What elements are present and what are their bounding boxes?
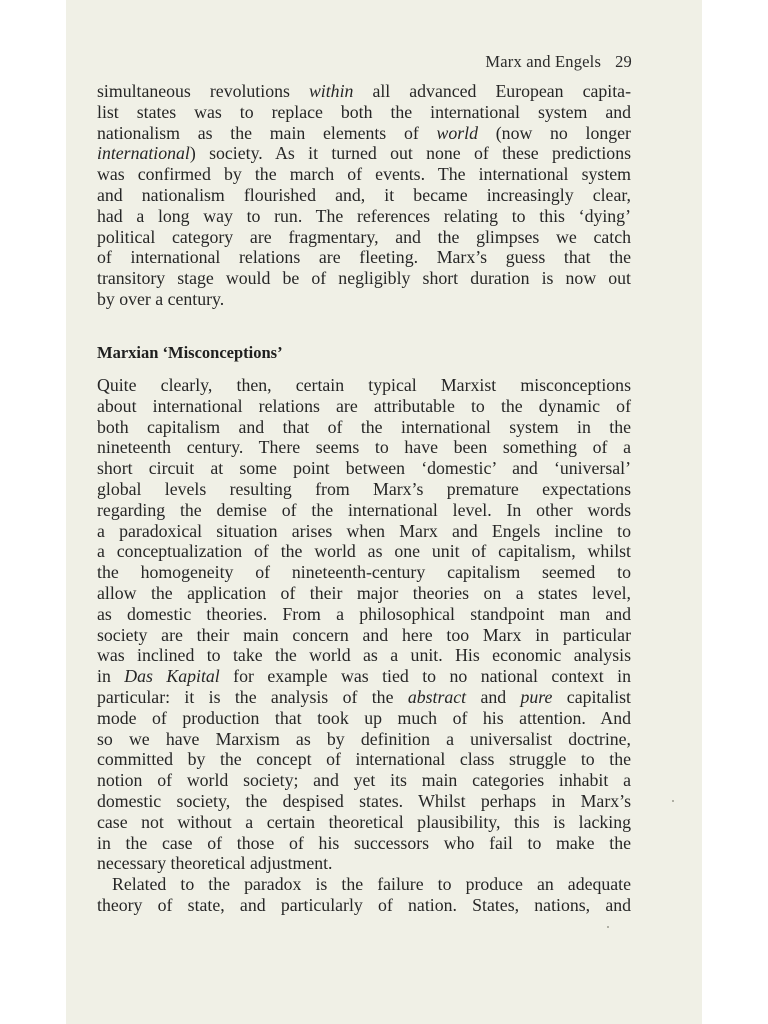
text-line: regarding the demise of the international level. In other words — [97, 499, 631, 520]
text-line: in Das Kapital for example was tied to no national context in — [97, 666, 632, 687]
paragraph-misconceptions — [97, 375, 631, 916]
text-line: global levels resulting from Marx’s premature expectations — [97, 478, 631, 499]
text-line: by over a century. — [97, 288, 225, 309]
text-line: a conceptualization of the world as one unit of capitalism, whilst — [97, 541, 631, 562]
text-line: necessary theoretical adjustment. — [97, 853, 333, 874]
text-line: as domestic theories. From a philosophical standpoint man and — [97, 603, 631, 624]
text-line: notion of world society; and yet its main categories inhabit a — [97, 770, 631, 791]
text-line: case not without a certain theoretical plausibility, this is lacking — [97, 811, 631, 832]
section-heading: Marxian ‘Misconceptions’ — [97, 343, 283, 362]
text-line: about international relations are attributable to the dynamic of — [97, 395, 631, 416]
running-header — [485, 52, 632, 72]
text-line: list states was to replace both the international system and — [97, 101, 631, 122]
text-line: in the case of those of his successors who fail to make the — [97, 832, 631, 853]
text-line: so we have Marxism as by definition a universalist doctrine, — [97, 728, 631, 749]
text-line: domestic society, the despised states. Whilst perhaps in Marx’s — [97, 790, 631, 811]
text-line: both capitalism and that of the international system in the — [97, 416, 631, 437]
running-title: Marx and Engels — [485, 52, 602, 71]
text-line: theory of state, and particularly of nation. States, nations, and — [97, 894, 631, 915]
text-line: nationalism as the main elements of world (now no longer — [97, 122, 631, 143]
text-line: allow the application of their major theories on a states level, — [97, 582, 631, 603]
text-line: Related to the paradox is the failure to produce an adequate — [112, 874, 631, 895]
text-line: mode of production that took up much of his attention. And — [97, 707, 631, 728]
text-line: had a long way to run. The references relating to this ‘dying’ — [97, 205, 631, 226]
page-number: 29 — [615, 52, 632, 71]
text-line: particular: it is the analysis of the abstract and pure capitalist — [97, 686, 631, 707]
text-line: the homogeneity of nineteenth-century capitalism seemed to — [97, 562, 631, 583]
text-line: committed by the concept of international class struggle to the — [97, 749, 631, 770]
text-line: Quite clearly, then, certain typical Marxist misconceptions — [97, 375, 631, 395]
text-line: international) society. As it turned out none of these predictions — [97, 143, 631, 164]
book-page — [66, 0, 702, 1024]
text-line: society are their main concern and here too Marx in particular — [97, 624, 631, 645]
text-line: transitory stage would be of negligibly short duration is now out — [97, 268, 631, 289]
scan-speck — [607, 926, 609, 928]
text-line: nineteenth century. There seems to have been something of a — [97, 437, 631, 458]
text-line: of international relations are fleeting. Marx’s guess that the — [97, 247, 631, 268]
text-line: was confirmed by the march of events. The international system — [97, 164, 631, 185]
text-line: political category are fragmentary, and the glimpses we catch — [97, 226, 631, 247]
text-line: short circuit at some point between ‘domestic’ and ‘universal’ — [97, 458, 631, 479]
text-line: and nationalism flourished and, it became increasingly clear, — [97, 184, 631, 205]
text-line: was inclined to take the world as a unit. His economic analysis — [97, 645, 631, 666]
scan-speck — [672, 800, 674, 802]
text-line: simultaneous revolutions within all advanced European capita- — [97, 81, 631, 101]
paragraph-intro — [97, 81, 631, 310]
text-line: a paradoxical situation arises when Marx and Engels incline to — [97, 520, 631, 541]
